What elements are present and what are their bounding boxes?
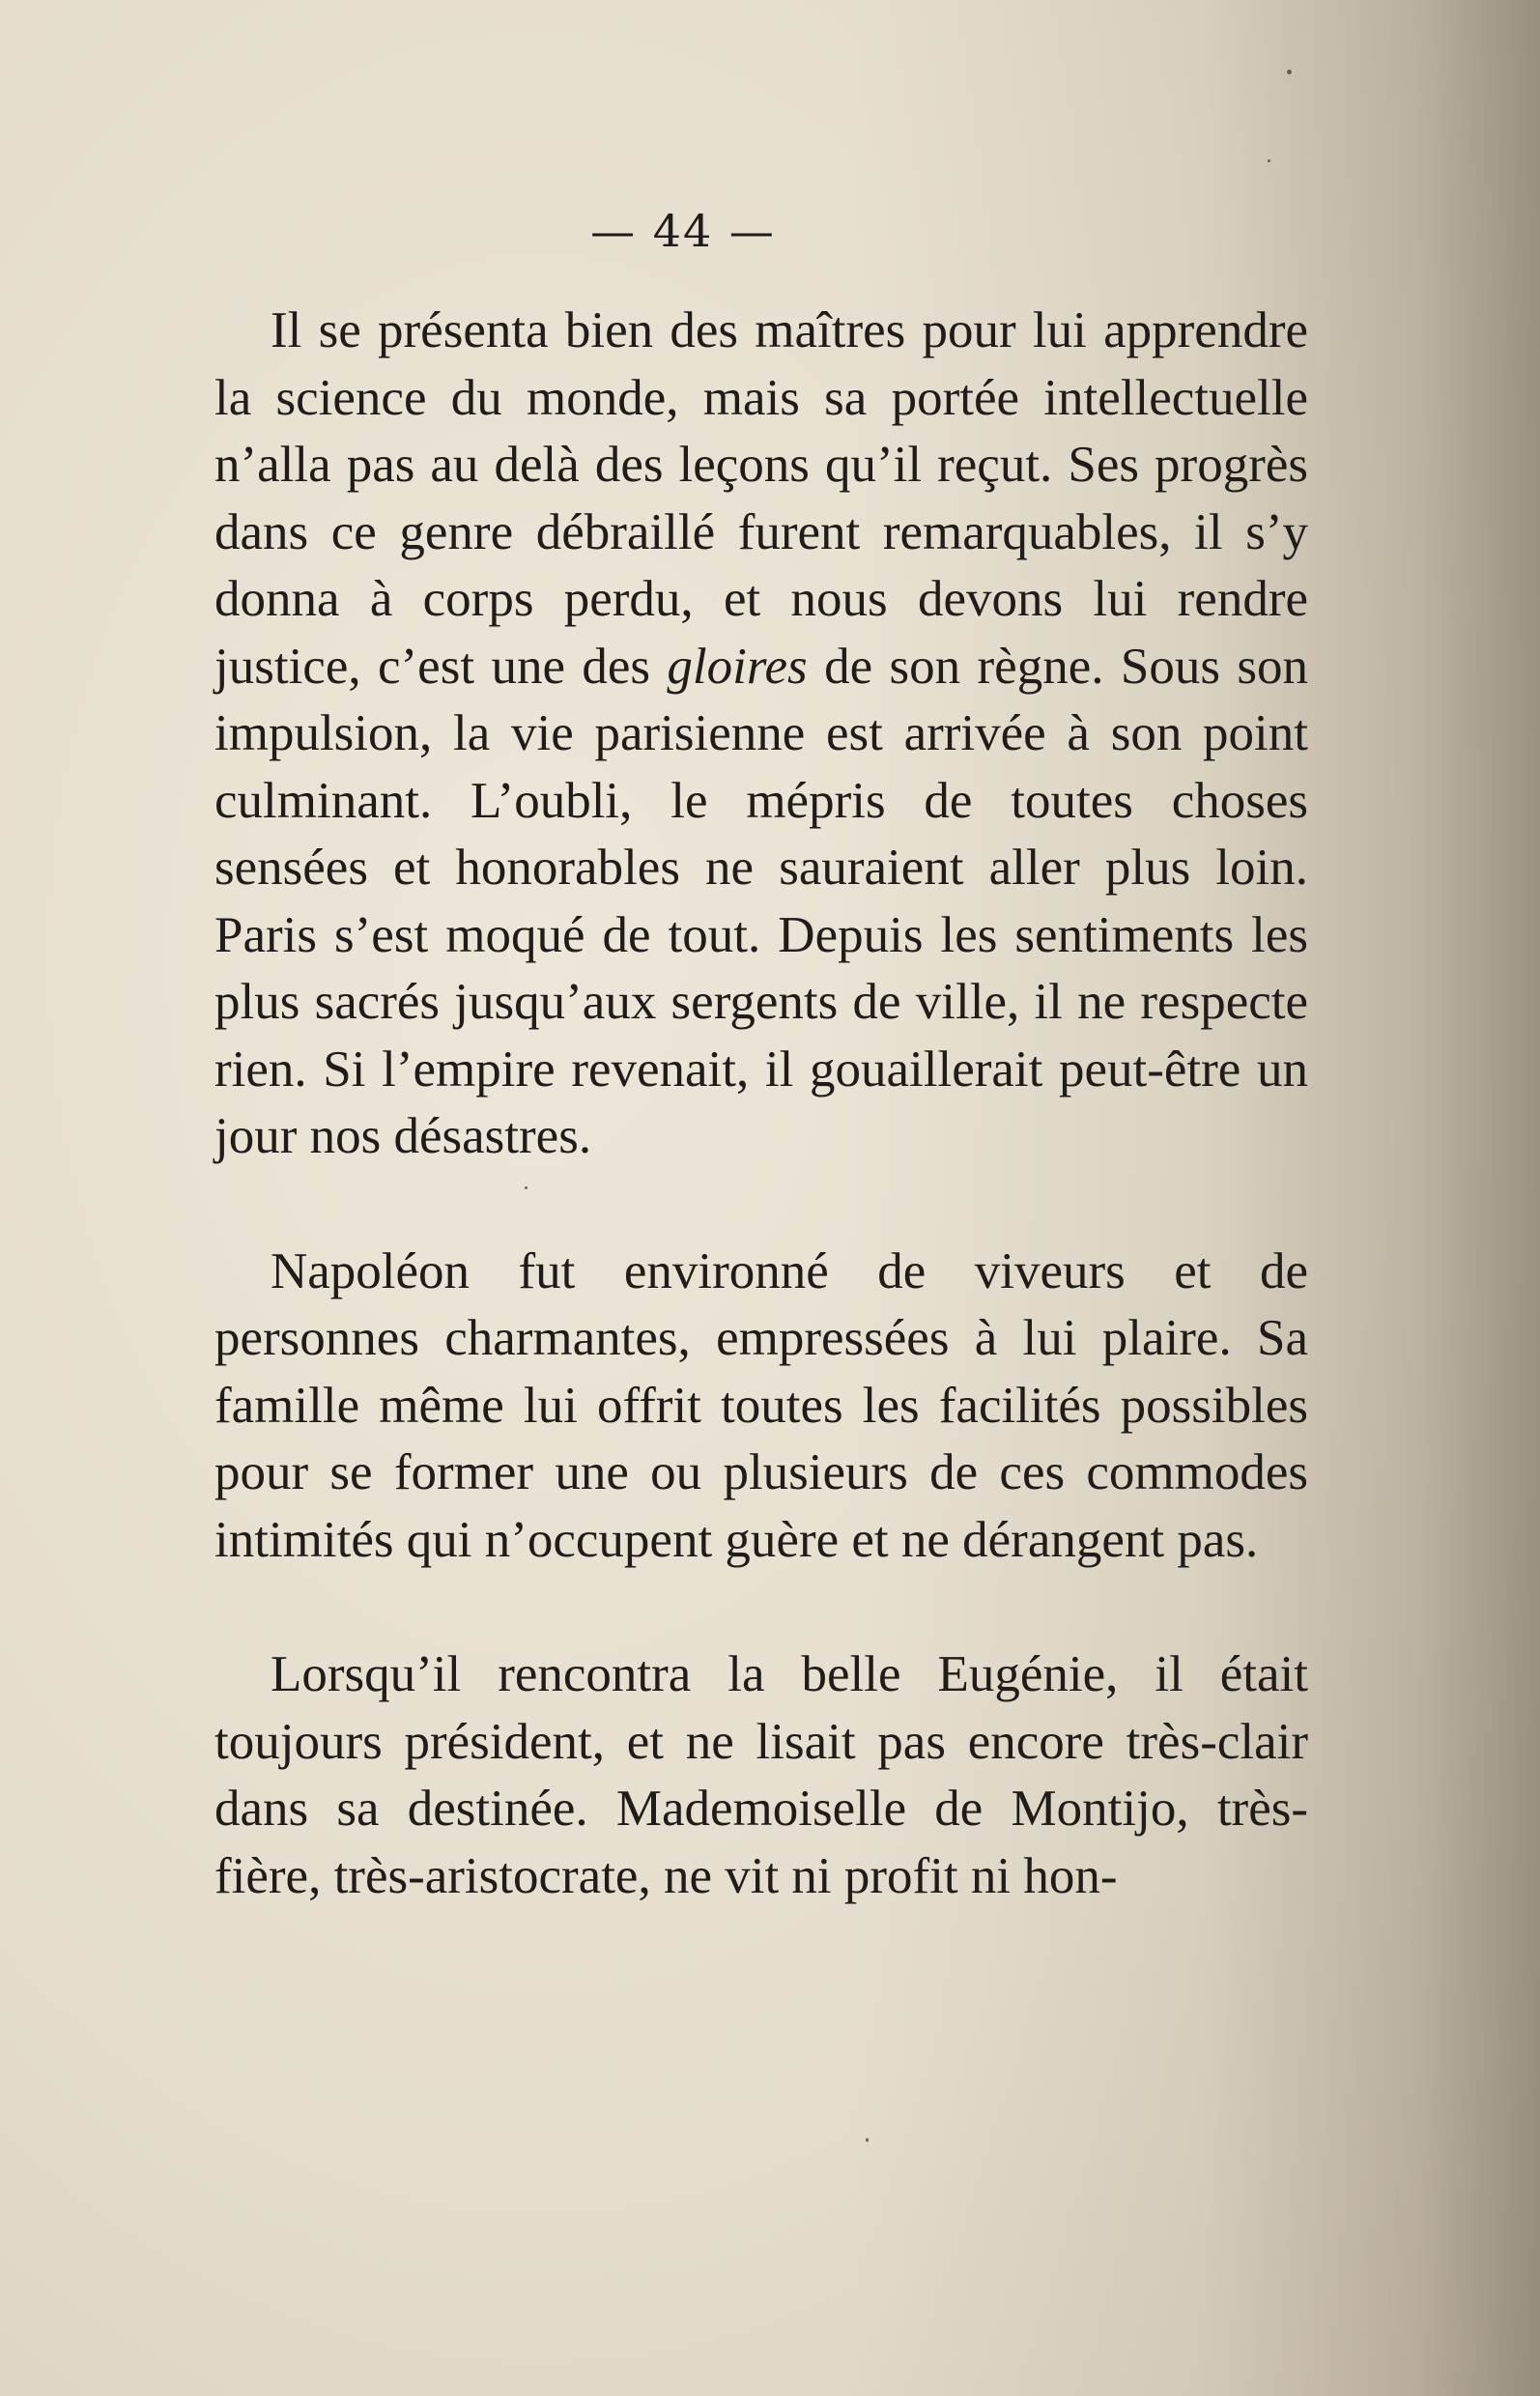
page-number: — 44 — <box>590 205 776 257</box>
paper-speck <box>866 2138 869 2142</box>
paper-speck <box>1268 159 1270 162</box>
body-text <box>214 298 1308 1910</box>
paragraph-1-text-end: de son règne. Sous son impulsion, la vie parisienne est arrivée à son point culminant. L’oubli, le mépris de toutes choses sensées et honorables ne sauraient aller plus loin. Paris s’est moqué de tout. Depuis les sentiments les plus sacrés jusqu’aux sergents de ville, il ne respecte rien. Si l’empire revenait, il gouaillerait peut-être un jour nos désastres. <box>214 638 1308 1164</box>
paragraph-1 <box>214 298 1308 1171</box>
paper-speck <box>1287 70 1292 74</box>
paper-speck <box>525 1186 528 1189</box>
paragraph-3: Lorsqu’il rencontra la belle Eugénie, il était toujours président, et ne lisait pas encore très-clair dans sa destinée. Mademoiselle de Montijo, très-fière, très-aristocrate, ne vit ni profit ni hon- <box>214 1646 1308 1904</box>
paragraph-2: Napoléon fut environné de viveurs et de personnes charmantes, empressées à lui plaire. Sa famille même lui offrit toutes les facilités possibles pour se former une ou plusieurs de ces commodes intimités qui n’occupent guère et ne dérangent pas. <box>214 1242 1308 1568</box>
paragraph-1-text-start: Il se présenta bien des maîtres pour lui apprendre la science du monde, mais sa portée intellectuelle n’alla pas au delà des leçons qu’il reçut. Ses progrès dans ce genre débraillé furent remarquables, il s’y donna à corps perdu, et nous devons lui rendre justice, c’est une des <box>214 302 1308 695</box>
emphasis-word: gloires <box>667 638 808 695</box>
